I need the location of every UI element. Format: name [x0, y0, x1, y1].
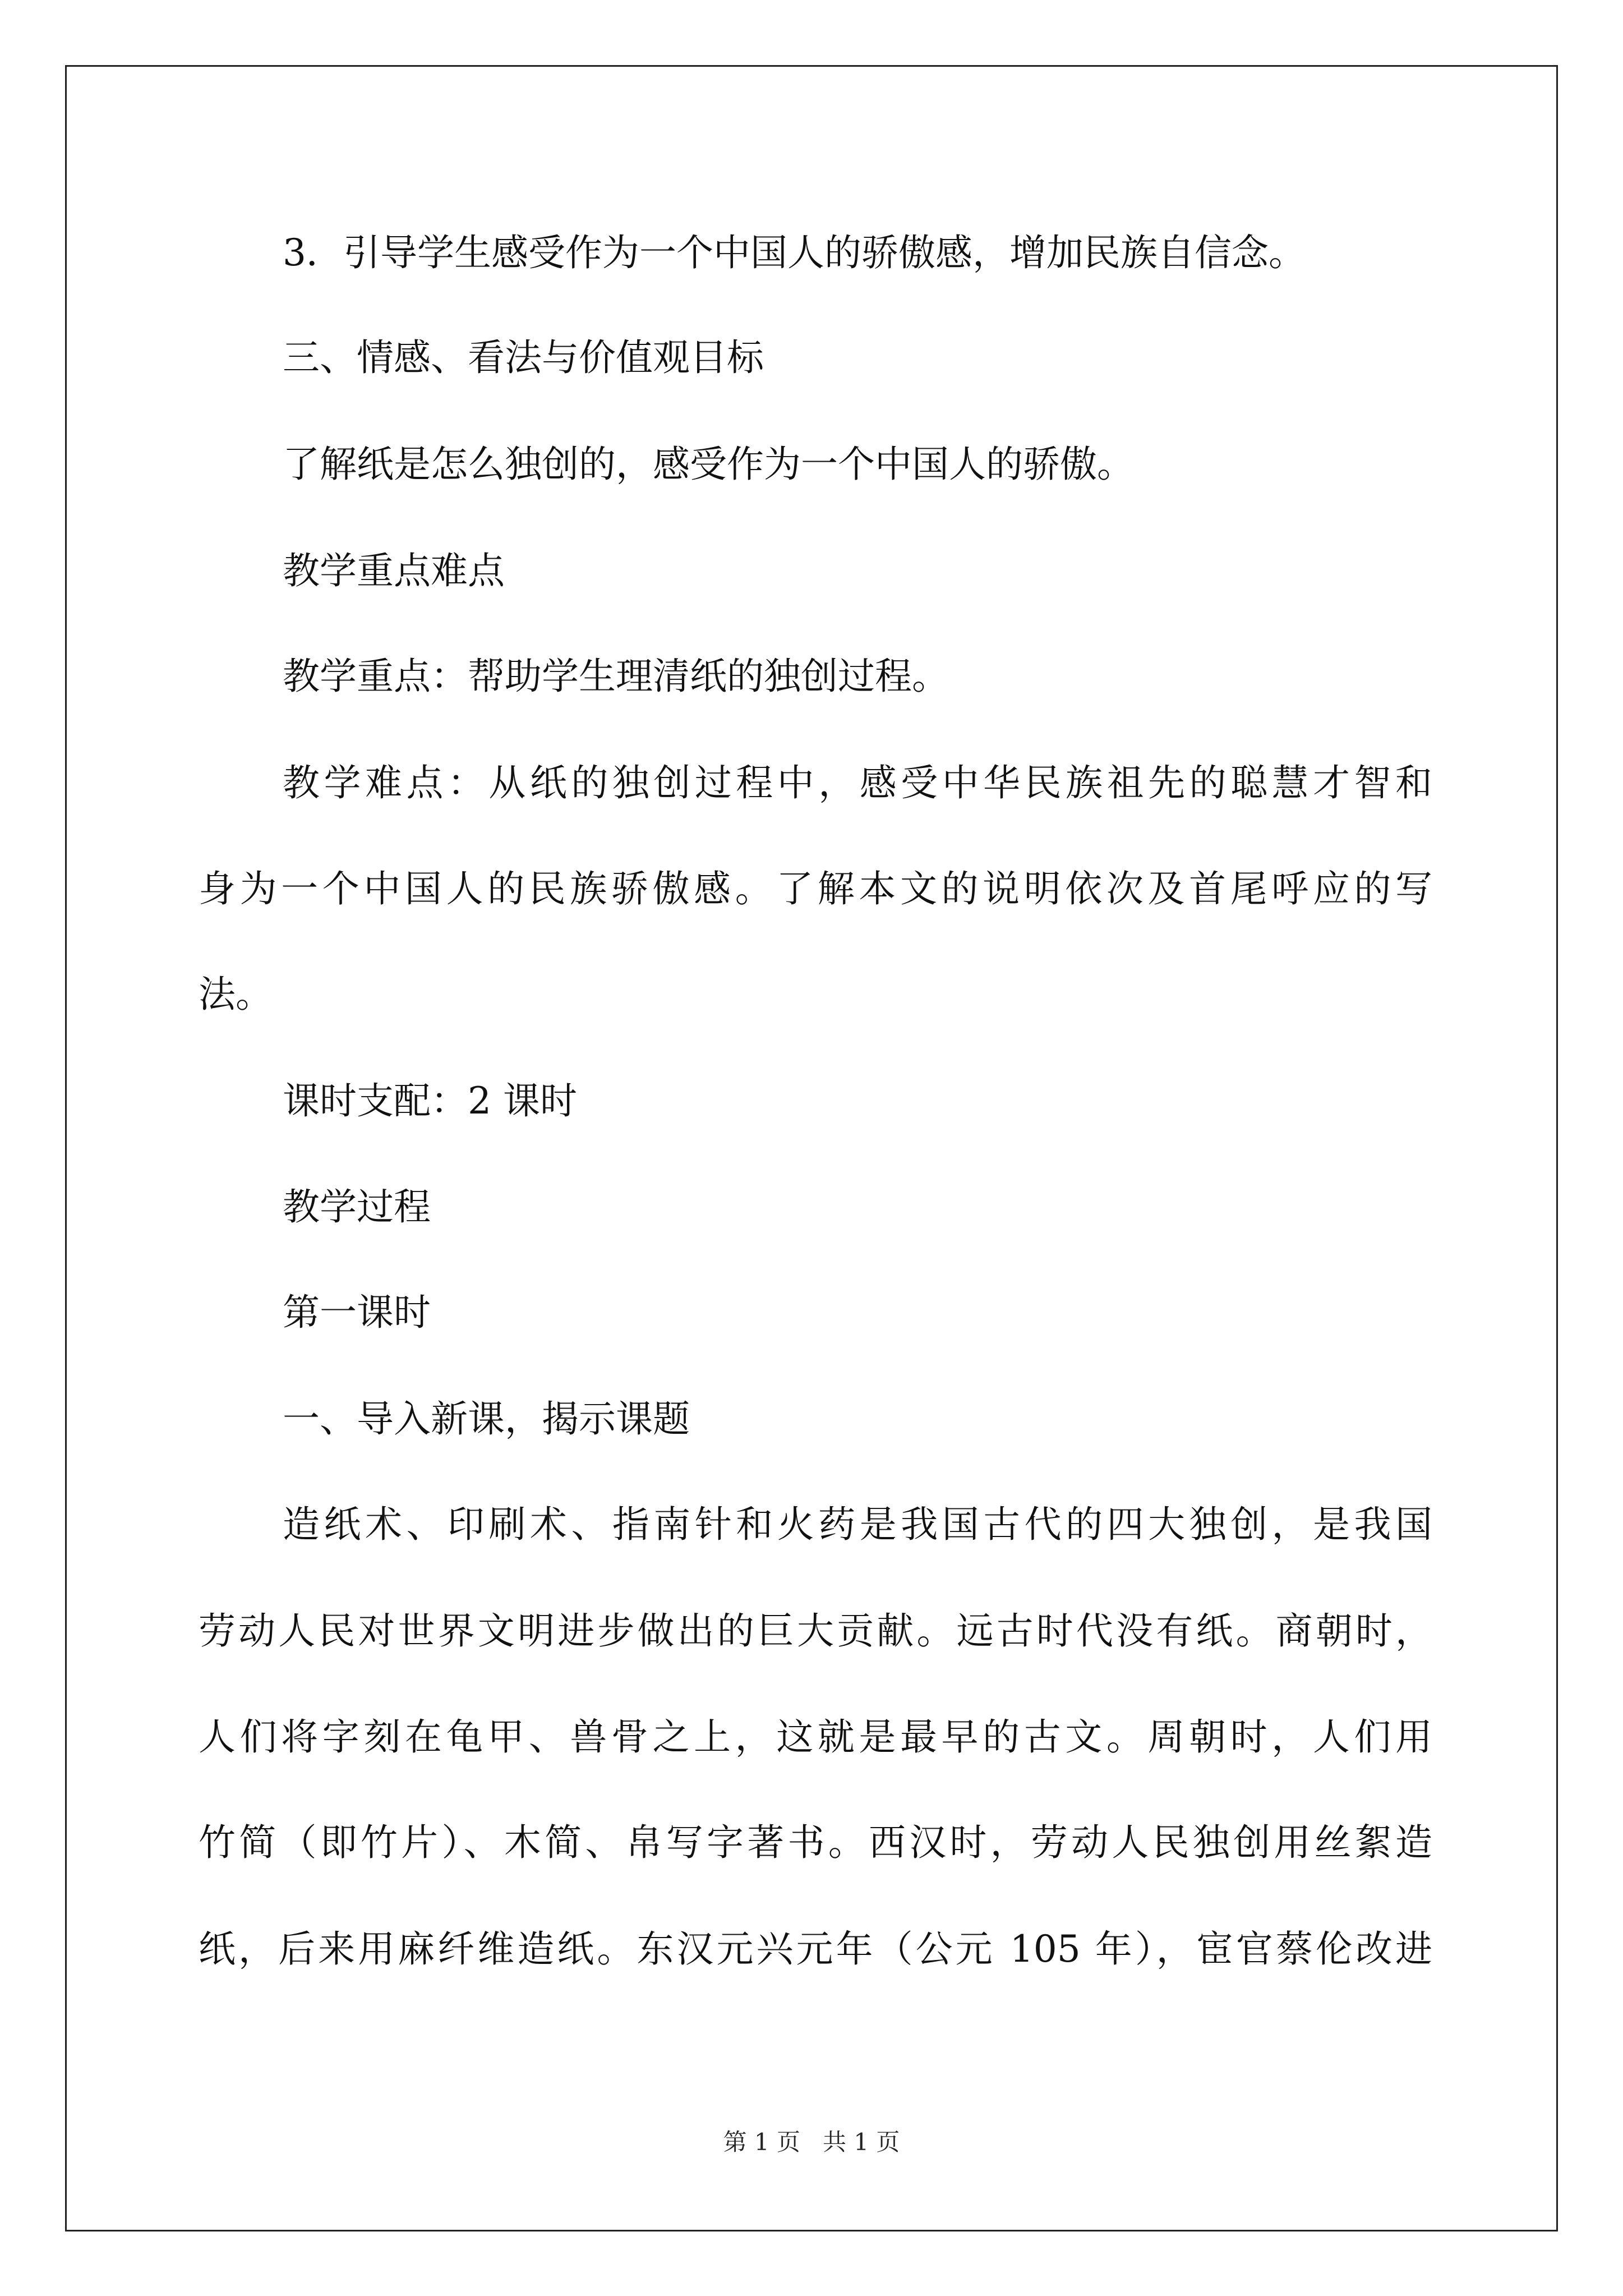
paragraph-line: 劳动人民对世界文明进步做出的巨大贡献。远古时代没有纸。商朝时， — [199, 1609, 1432, 1653]
page-total: 共 1 页 — [823, 2128, 900, 2156]
section-heading: 教学过程 — [283, 1185, 431, 1228]
paragraph-line: 人们将字刻在龟甲、兽骨之上，这就是最早的古文。周朝时，人们用 — [199, 1715, 1432, 1759]
paragraph-line: 竹简（即竹片）、木简、帛写字著书。西汉时，劳动人民独创用丝絮造 — [199, 1821, 1432, 1864]
paragraph-line: 纸，后来用麻纤维造纸。东汉元兴元年（公元 105 年），宦官蔡伦改进 — [199, 1927, 1432, 1971]
paragraph-line: 教学难点：从纸的独创过程中，感受中华民族祖先的聪慧才智和 — [283, 761, 1432, 804]
page-footer — [0, 2128, 1623, 2156]
section-heading: 一、导入新课，揭示课题 — [283, 1397, 690, 1441]
paragraph-line: 造纸术、印刷术、指南针和火药是我国古代的四大独创，是我国 — [283, 1503, 1432, 1546]
section-heading: 教学重点难点 — [283, 549, 505, 592]
paragraph: 3．引导学生感受作为一个中国人的骄傲感，增加民族自信念。 — [283, 231, 1306, 274]
paragraph: 了解纸是怎么独创的，感受作为一个中国人的骄傲。 — [283, 443, 1134, 486]
page-border — [65, 65, 1558, 2231]
paragraph: 课时支配：2 课时 — [283, 1079, 577, 1122]
page-number: 第 1 页 — [723, 2128, 800, 2156]
section-heading: 第一课时 — [283, 1291, 431, 1334]
paragraph-line: 身为一个中国人的民族骄傲感。了解本文的说明依次及首尾呼应的写 — [199, 867, 1432, 910]
section-heading: 三、情感、看法与价值观目标 — [283, 336, 764, 379]
paragraph-line: 法。 — [199, 973, 273, 1016]
paragraph: 教学重点：帮助学生理清纸的独创过程。 — [283, 655, 949, 698]
